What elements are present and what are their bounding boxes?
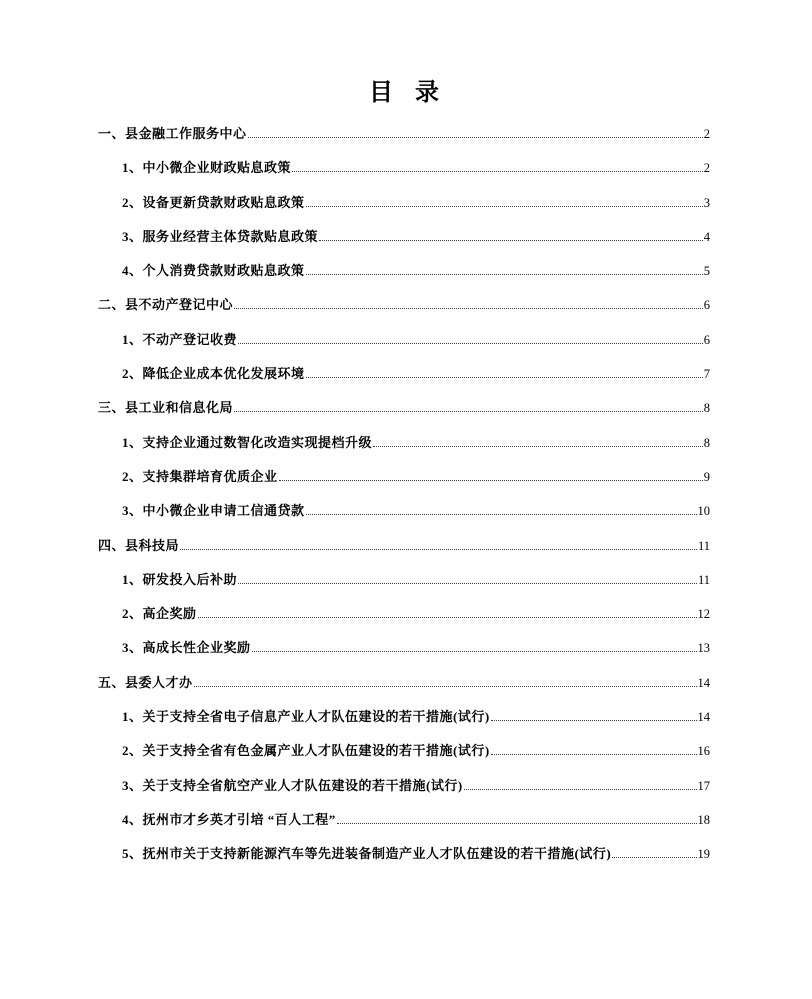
- dotted-leader: [464, 789, 697, 790]
- dotted-leader: [337, 823, 697, 824]
- dotted-leader: [306, 514, 697, 515]
- dotted-leader: [234, 308, 703, 309]
- toc-entry[interactable]: [98, 527, 710, 561]
- toc-entry-page: 9: [703, 469, 710, 484]
- toc-entry[interactable]: [98, 767, 710, 801]
- toc-entry[interactable]: [98, 458, 710, 492]
- toc-entry[interactable]: [98, 492, 710, 526]
- toc-entry-label[interactable]: 2、支持集群培育优质企业: [122, 468, 278, 484]
- toc-entry-page: 4: [703, 229, 710, 244]
- toc-entry-page: 12: [697, 607, 710, 622]
- toc-entry[interactable]: [98, 835, 710, 869]
- dotted-leader: [306, 274, 703, 275]
- toc-entry-page: 17: [697, 778, 710, 793]
- toc-entry-label[interactable]: 1、支持企业通过数智化改造实现提档升级: [122, 434, 373, 450]
- dotted-leader: [180, 549, 697, 550]
- toc-entry[interactable]: [98, 595, 710, 629]
- toc-entry-label[interactable]: 3、中小微企业申请工信通贷款: [122, 503, 305, 519]
- toc-entry-label[interactable]: 1、中小微企业财政贴息政策: [122, 160, 292, 176]
- toc-entry-label[interactable]: 2、关于支持全省有色金属产业人才队伍建设的若干措施(试行): [122, 743, 490, 759]
- toc-entry-page: 10: [697, 504, 710, 519]
- toc-entry-label[interactable]: 二、县不动产登记中心: [98, 297, 234, 313]
- toc-entry[interactable]: [98, 115, 710, 149]
- dotted-leader: [373, 446, 703, 447]
- toc-entry[interactable]: [98, 149, 710, 183]
- toc-entry-label[interactable]: 四、县科技局: [98, 537, 180, 553]
- toc-entry[interactable]: [98, 218, 710, 252]
- toc-entry-page: 14: [697, 710, 710, 725]
- dotted-leader: [612, 857, 696, 858]
- toc-entry-page: 13: [697, 641, 710, 656]
- toc-entry-label[interactable]: 3、关于支持全省航空产业人才队伍建设的若干措施(试行): [122, 777, 463, 793]
- toc-entry[interactable]: [98, 355, 710, 389]
- dotted-leader: [319, 240, 703, 241]
- dotted-leader: [306, 206, 703, 207]
- toc-entry[interactable]: [98, 561, 710, 595]
- toc-entry-label[interactable]: 1、不动产登记收费: [122, 331, 238, 347]
- toc-entry-page: 18: [697, 812, 710, 827]
- toc-entry-page: 3: [703, 195, 710, 210]
- toc-entry[interactable]: [98, 732, 710, 766]
- toc-entry-page: 5: [703, 264, 710, 279]
- toc-entry-label[interactable]: 4、个人消费贷款财政贴息政策: [122, 263, 305, 279]
- toc-entry-page: 7: [703, 367, 710, 382]
- page-title: 目 录: [369, 80, 447, 106]
- toc-entry-label[interactable]: 2、降低企业成本优化发展环境: [122, 366, 305, 382]
- toc-entry[interactable]: [98, 698, 710, 732]
- dotted-leader: [194, 686, 697, 687]
- dotted-leader: [238, 343, 703, 344]
- toc-entry-page: 8: [703, 401, 710, 416]
- toc-entry-page: 11: [697, 538, 710, 553]
- dotted-leader: [279, 480, 703, 481]
- dotted-leader: [252, 651, 697, 652]
- toc-entry-page: 16: [697, 744, 710, 759]
- toc-entry[interactable]: [98, 664, 710, 698]
- toc-entry-label[interactable]: 一、县金融工作服务中心: [98, 126, 247, 141]
- toc-entry-page: 19: [697, 847, 710, 862]
- toc-entry-page: 2: [703, 127, 710, 141]
- toc-entry-page: 11: [697, 572, 710, 587]
- toc-entry-label[interactable]: 2、设备更新贷款财政贴息政策: [122, 194, 305, 210]
- toc-entry-label[interactable]: 3、高成长性企业奖励: [122, 640, 251, 656]
- dotted-leader: [491, 754, 697, 755]
- toc-entry[interactable]: [98, 629, 710, 663]
- toc-list: [98, 115, 710, 870]
- toc-entry[interactable]: [98, 252, 710, 286]
- toc-entry[interactable]: [98, 286, 710, 320]
- toc-entry-page: 8: [703, 435, 710, 450]
- toc-entry-page: 6: [703, 332, 710, 347]
- toc-entry-label[interactable]: 5、抚州市关于支持新能源汽车等先进装备制造产业人才队伍建设的若干措施(试行): [122, 846, 612, 862]
- dotted-leader: [238, 583, 697, 584]
- toc-entry[interactable]: [98, 321, 710, 355]
- toc-entry[interactable]: [98, 424, 710, 458]
- dotted-leader: [234, 411, 703, 412]
- toc-entry-label[interactable]: 1、研发投入后补助: [122, 571, 238, 587]
- toc-entry-label[interactable]: 4、抚州市才乡英才引培 “百人工程”: [122, 811, 336, 827]
- toc-entry-label[interactable]: 3、服务业经营主体贷款贴息政策: [122, 228, 319, 244]
- toc-entry-label[interactable]: 1、关于支持全省电子信息产业人才队伍建设的若干措施(试行): [122, 709, 490, 725]
- toc-entry-page: 2: [703, 161, 710, 176]
- toc-entry[interactable]: [98, 801, 710, 835]
- toc-entry-page: 14: [697, 675, 710, 690]
- toc-entry-label[interactable]: 五、县委人才办: [98, 674, 193, 690]
- dotted-leader: [292, 171, 703, 172]
- dotted-leader: [306, 377, 703, 378]
- toc-entry-label[interactable]: 2、高企奖励: [122, 606, 197, 622]
- toc-entry[interactable]: [98, 184, 710, 218]
- dotted-leader: [491, 720, 697, 721]
- toc-entry[interactable]: [98, 389, 710, 423]
- dotted-leader: [198, 617, 697, 618]
- toc-entry-page: 6: [703, 298, 710, 313]
- dotted-leader: [248, 137, 703, 138]
- toc-entry-label[interactable]: 三、县工业和信息化局: [98, 400, 234, 416]
